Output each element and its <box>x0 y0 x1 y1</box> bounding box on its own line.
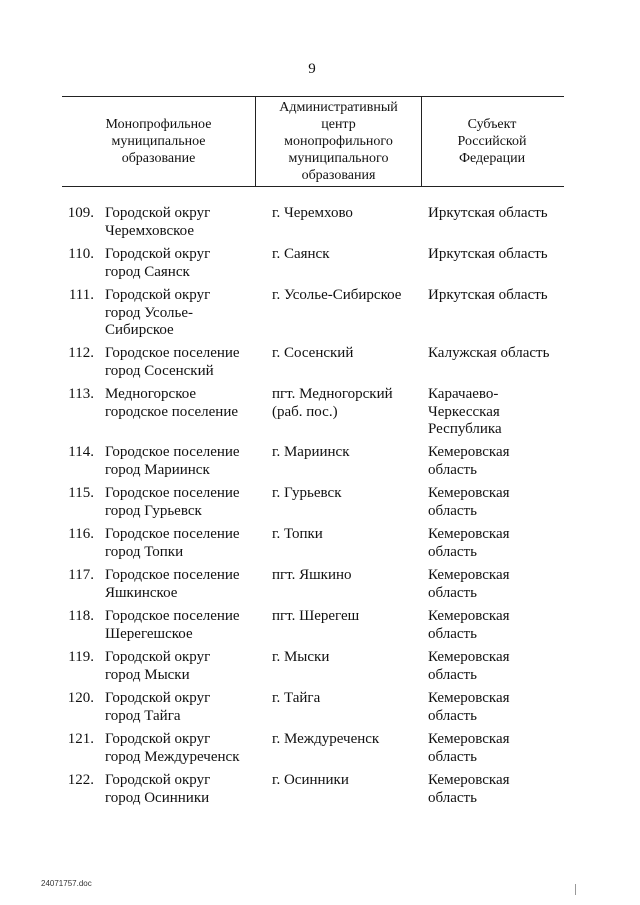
row-center-line: г. Тайга <box>272 690 321 706</box>
row-entity-line: Городское поселение <box>105 526 240 542</box>
row-subject <box>428 246 568 264</box>
row-entity-line: Шерегешское <box>105 625 193 642</box>
table-row <box>62 386 564 444</box>
row-subject-line: Кемеровская <box>428 772 510 788</box>
table-row <box>62 690 564 731</box>
table-header <box>62 96 564 187</box>
row-entity-line: Городское поселение <box>105 608 240 624</box>
header-line: монопрофильного <box>284 134 393 149</box>
row-entity <box>105 526 265 561</box>
row-entity-line: Городской округ <box>105 772 211 788</box>
row-subject <box>428 567 568 602</box>
row-entity-line: город Саянск <box>105 263 190 280</box>
row-center <box>272 386 422 421</box>
row-center-line: пгт. Медногорский <box>272 386 393 402</box>
table-row <box>62 287 564 345</box>
row-entity-line: Городской округ <box>105 690 211 706</box>
row-entity-line: Городской округ <box>105 731 211 747</box>
row-entity <box>105 772 265 807</box>
header-line: муниципальное <box>111 134 206 149</box>
row-subject-line: Карачаево- <box>428 386 499 402</box>
table-row <box>62 526 564 567</box>
table-row <box>62 731 564 772</box>
row-entity-line: город Междуреченск <box>105 748 240 765</box>
row-center-line: г. Топки <box>272 526 323 542</box>
row-entity-line: Сибирское <box>105 322 174 338</box>
header-line: Монопрофильное <box>105 117 212 132</box>
header-line: Субъект <box>467 117 517 132</box>
row-subject-line: область <box>428 502 477 519</box>
row-subject <box>428 649 568 684</box>
row-subject-line: область <box>428 748 477 765</box>
row-center-line: г. Сосенский <box>272 345 354 361</box>
row-subject-line: Иркутская область <box>428 246 548 262</box>
row-subject-line: Кемеровская <box>428 690 510 706</box>
row-center <box>272 246 422 264</box>
row-subject-line: область <box>428 584 477 601</box>
row-entity <box>105 567 265 602</box>
row-center <box>272 345 422 363</box>
row-center-line: г. Саянск <box>272 246 330 262</box>
row-entity <box>105 287 265 340</box>
row-number: 110. <box>68 246 94 262</box>
header-line: центр <box>321 117 356 132</box>
footer-file-name: 24071757.doc <box>41 879 92 888</box>
row-subject-line: область <box>428 666 477 683</box>
row-entity-line: Городской округ <box>105 649 211 665</box>
row-center-line: г. Черемхово <box>272 205 353 221</box>
row-center <box>272 649 422 667</box>
row-entity-line: Городской округ <box>105 205 211 221</box>
row-subject-line: область <box>428 707 477 724</box>
row-entity <box>105 246 265 281</box>
row-entity-line: городское поселение <box>105 403 239 420</box>
row-entity <box>105 731 265 766</box>
row-entity-line: город Гурьевск <box>105 502 202 519</box>
row-entity-line: город Топки <box>105 543 184 560</box>
row-center <box>272 444 422 462</box>
row-center-line: г. Осинники <box>272 772 349 788</box>
monotown-table <box>62 96 564 813</box>
row-subject <box>428 205 568 223</box>
row-entity-line: город Сосенский <box>105 362 214 379</box>
header-line: Административный <box>279 100 398 115</box>
table-row <box>62 567 564 608</box>
row-subject <box>428 345 568 363</box>
corner-mark <box>575 884 576 895</box>
row-entity <box>105 608 265 643</box>
row-center <box>272 526 422 544</box>
row-entity-line: город Осинники <box>105 789 210 806</box>
row-entity <box>105 485 265 520</box>
header-municipal-entity <box>62 97 255 186</box>
row-center <box>272 287 422 305</box>
row-subject <box>428 526 568 561</box>
row-center-line: пгт. Яшкино <box>272 567 352 583</box>
table-row <box>62 608 564 649</box>
header-line: образования <box>301 168 376 183</box>
table-row <box>62 485 564 526</box>
row-entity <box>105 649 265 684</box>
row-entity-line: город Усолье- <box>105 304 193 321</box>
row-subject-line: Республика <box>428 421 502 437</box>
row-center <box>272 772 422 790</box>
row-subject-line: Кемеровская <box>428 731 510 747</box>
row-center <box>272 485 422 503</box>
row-center-line: г. Усолье-Сибирское <box>272 287 402 303</box>
row-entity <box>105 690 265 725</box>
row-center-line: (раб. пос.) <box>272 403 338 420</box>
row-center-line: пгт. Шерегеш <box>272 608 360 624</box>
header-line: Федерации <box>458 151 526 166</box>
row-subject <box>428 608 568 643</box>
row-subject-line: Кемеровская <box>428 567 510 583</box>
row-number: 113. <box>68 386 94 402</box>
row-number: 109. <box>67 205 94 221</box>
table-row <box>62 444 564 485</box>
header-line: образование <box>121 151 196 166</box>
row-entity <box>105 205 265 240</box>
row-number: 114. <box>68 444 94 460</box>
row-entity-line: Яшкинское <box>105 584 178 601</box>
row-entity-line: город Мыски <box>105 666 190 683</box>
header-line: муниципального <box>288 151 389 166</box>
row-subject-line: Кемеровская <box>428 485 510 501</box>
row-entity-line: Городское поселение <box>105 345 240 361</box>
table-row <box>62 205 564 246</box>
row-subject <box>428 731 568 766</box>
row-subject-line: Черкесская <box>428 403 500 420</box>
table-body <box>62 205 564 813</box>
row-number: 118. <box>68 608 94 624</box>
row-number: 111. <box>68 287 94 303</box>
row-number: 119. <box>68 649 94 665</box>
row-center <box>272 567 422 585</box>
row-subject-line: Иркутская область <box>428 205 548 221</box>
row-number: 117. <box>68 567 94 583</box>
row-subject <box>428 772 568 807</box>
row-subject-line: Кемеровская <box>428 649 510 665</box>
page-number: 9 <box>308 61 316 77</box>
row-center-line: г. Гурьевск <box>272 485 342 501</box>
table-row <box>62 345 564 386</box>
table-row <box>62 246 564 287</box>
row-entity-line: Городской округ <box>105 287 211 303</box>
header-admin-center <box>255 97 422 186</box>
row-center <box>272 731 422 749</box>
row-center-line: г. Мыски <box>272 649 330 665</box>
row-number: 122. <box>67 772 94 788</box>
row-number: 116. <box>68 526 94 542</box>
row-number: 121. <box>67 731 94 747</box>
row-subject <box>428 386 568 439</box>
row-entity <box>105 386 265 421</box>
header-line: Российской <box>457 134 527 149</box>
header-lines <box>458 116 527 167</box>
row-center-line: г. Мариинск <box>272 444 350 460</box>
table-row <box>62 772 564 813</box>
row-subject-line: Кемеровская <box>428 526 510 542</box>
row-subject-line: Калужская область <box>428 345 550 361</box>
row-subject-line: Кемеровская <box>428 444 510 460</box>
row-subject-line: область <box>428 461 477 478</box>
row-entity-line: Городской округ <box>105 246 211 262</box>
row-entity-line: Медногорское <box>105 386 197 402</box>
row-entity-line: Городское поселение <box>105 444 240 460</box>
header-lines <box>106 116 212 167</box>
row-subject <box>428 287 568 305</box>
row-center <box>272 205 422 223</box>
row-number: 115. <box>68 485 94 501</box>
row-subject-line: область <box>428 625 477 642</box>
row-number: 112. <box>68 345 94 361</box>
row-entity-line: Городское поселение <box>105 485 240 501</box>
table-row <box>62 649 564 690</box>
row-subject <box>428 485 568 520</box>
row-entity-line: город Мариинск <box>105 461 210 478</box>
row-subject-line: Иркутская область <box>428 287 548 303</box>
header-lines <box>279 99 398 184</box>
row-subject-line: Кемеровская <box>428 608 510 624</box>
row-center <box>272 608 422 626</box>
row-center-line: г. Междуреченск <box>272 731 380 747</box>
row-subject-line: область <box>428 543 477 560</box>
row-subject <box>428 444 568 479</box>
row-center <box>272 690 422 708</box>
row-entity <box>105 345 265 380</box>
row-entity-line: город Тайга <box>105 707 181 724</box>
header-federal-subject <box>420 97 564 186</box>
row-entity-line: Городское поселение <box>105 567 240 583</box>
row-entity <box>105 444 265 479</box>
row-entity-line: Черемховское <box>105 222 195 239</box>
row-subject <box>428 690 568 725</box>
row-number: 120. <box>67 690 94 706</box>
row-subject-line: область <box>428 789 477 806</box>
